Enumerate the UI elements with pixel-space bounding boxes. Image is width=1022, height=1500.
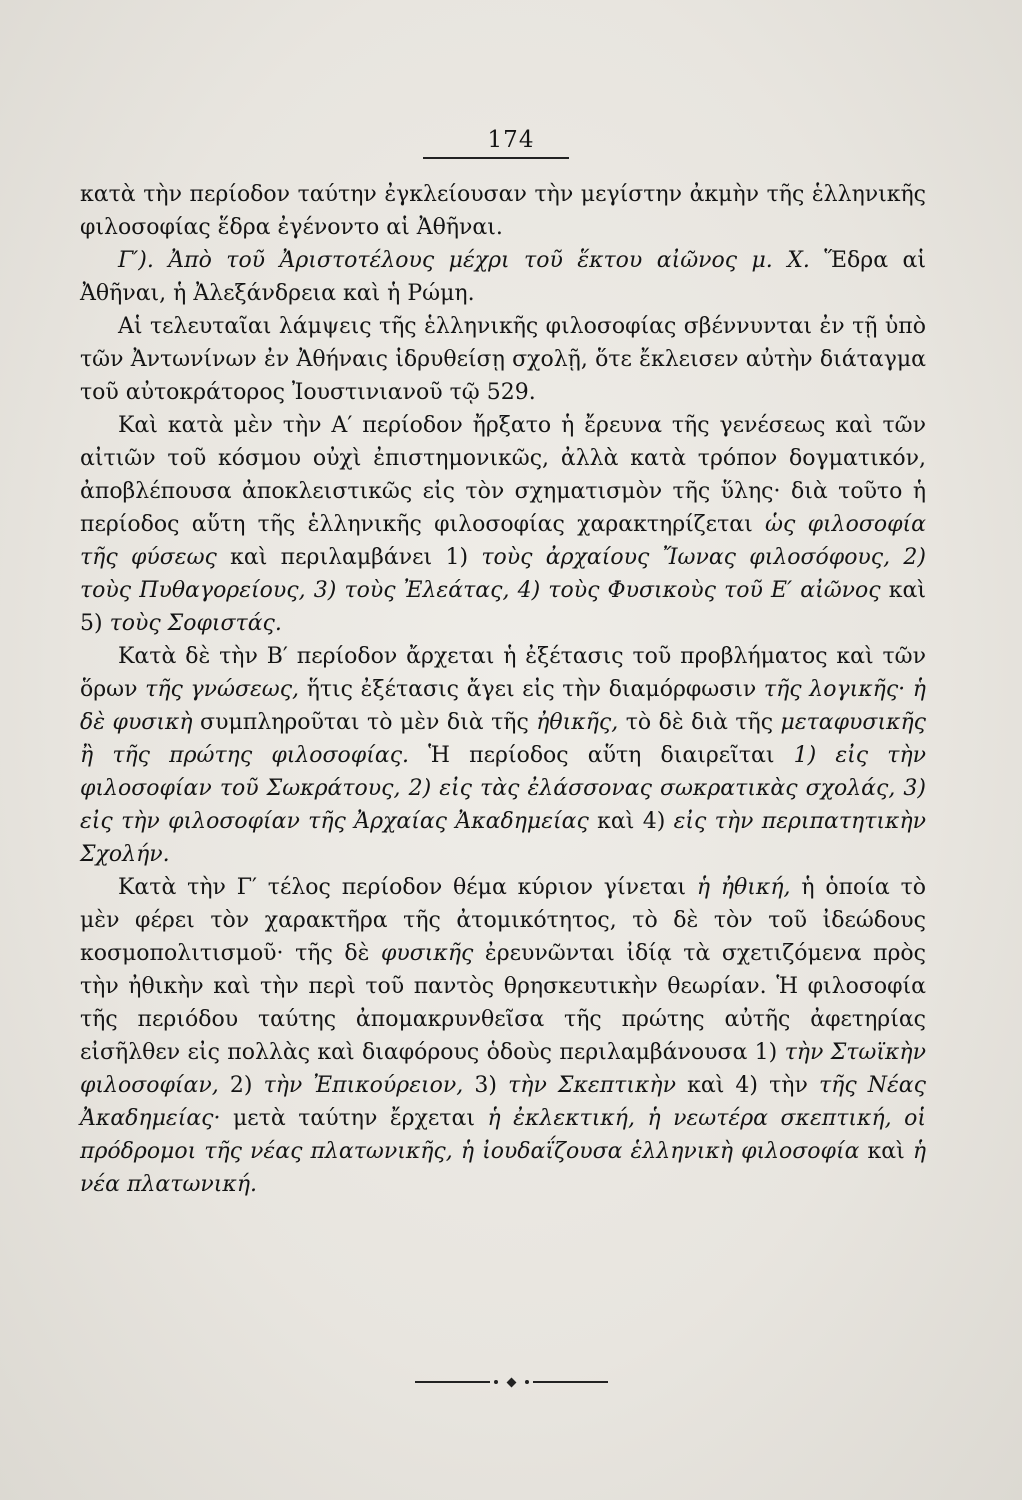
text-run: καὶ 4) τὴν — [675, 1073, 819, 1098]
ornament-diamond — [506, 1377, 516, 1387]
text-run: Καὶ κατὰ μὲν τὴν Α′ περίοδον ἤρξατο ἡ ἔρευνα τῆς γενέσεως καὶ τῶν αἰτιῶν τοῦ κόσμου οὐχὶ ἐπιστημονικῶς, ἀλλὰ κατὰ τρόπον δογματικόν, ἀποβλέπουσα ἀποκλειστικῶς εἰς τὸν σχηματισμὸν τῆς ὕλης· διὰ τοῦτο ἡ περίοδος αὕτη τῆς ἑλληνικῆς φιλοσοφίας χαρακτηρίζεται — [80, 413, 926, 537]
italic-text: τῆς γνώσεως, — [145, 677, 300, 702]
italic-text: ἠθικῆς, — [536, 710, 619, 735]
italic-text: ἡ ἐκλεκτική, ἡ νεωτέρα σκεπτική, οἱ πρόδρομοι τῆς νέας πλατωνικῆς, ἡ ἰουδαΐζουσα ἑλληνικὴ φιλοσοφία — [80, 1106, 926, 1164]
text-run: καὶ — [859, 1139, 913, 1164]
text-run: 3) — [463, 1073, 509, 1098]
text-run: ἡ ὁποία τὸ μὲν φέρει τὸν χαρακτῆρα τῆς ἀτομικότητος, τὸ δὲ τὸν τοῦ ἰδεώδους κοσμοπολιτισμοῦ· τῆς δὲ — [80, 875, 927, 966]
end-ornament — [0, 1372, 1022, 1392]
italic-text: ὡς φιλοσοφία τῆς φύσεως — [80, 512, 926, 570]
page-number-rule — [423, 157, 569, 159]
italic-text: τὴν Στωϊκὴν φιλοσοφίαν, — [80, 1040, 926, 1098]
italic-text: τοὺς Σοφιστάς. — [109, 611, 282, 636]
paragraph — [80, 871, 926, 1201]
text-run: Ἡ περίοδος αὕτη διαιρεῖται — [409, 743, 794, 768]
text-run: Κατὰ δὲ τὴν Β′ περίοδον ἄρχεται ἡ ἐξέτασις τοῦ προβλήματος καὶ τῶν ὅρων — [80, 644, 926, 702]
text-run: τὸ δὲ διὰ τῆς — [618, 710, 781, 735]
ornament-line-left — [415, 1381, 490, 1383]
paragraph — [80, 409, 926, 640]
text-run: μετὰ ταύτην ἔρχεται — [220, 1106, 488, 1131]
ornament-line-right — [533, 1381, 608, 1383]
text-run: καὶ περιλαμβάνει 1) — [216, 545, 482, 570]
italic-text: φυσικῆς — [380, 941, 474, 966]
page-number: 174 — [487, 127, 535, 153]
italic-text: τῆς λογικῆς· ἡ δὲ φυσικὴ — [80, 677, 926, 735]
text-run: Κατὰ τὴν Γ′ τέλος περίοδον θέμα κύριον γίνεται — [118, 875, 697, 900]
italic-text: 1) εἰς τὴν φιλοσοφίαν τοῦ Σωκράτους, 2) εἰς τὰς ἐλάσσονας σωκρατικὰς σχολάς, 3) εἰς τὴν φιλοσοφίαν τῆς Ἀρχαίας Ἀκαδημείας — [80, 743, 927, 834]
ornament-dot — [494, 1380, 498, 1384]
text-run: 2) — [218, 1073, 264, 1098]
paragraph — [80, 244, 926, 310]
italic-text: εἰς τὴν περιπατητικὴν Σχολήν. — [80, 809, 926, 867]
italic-text: τοὺς ἀρχαίους Ἴωνας φιλοσόφους, 2) τοὺς Πυθαγορείους, 3) τοὺς Ἐλεάτας, 4) τοὺς Φυσικοὺς τοῦ Ε′ αἰῶνος — [80, 545, 926, 603]
paragraph — [80, 640, 926, 871]
text-run: Αἱ τελευταῖαι λάμψεις τῆς ἑλληνικῆς φιλοσοφίας σβέννυνται ἐν τῇ ὑπὸ τῶν Ἀντωνίνων ἐν Ἀθήναις ἱδρυθείσῃ σχολῇ, ὅτε ἔκλεισεν αὐτὴν διάταγμα τοῦ αὐτοκράτορος Ἰουστινιανοῦ τῷ 529. — [80, 314, 926, 405]
text-run: ἥτις ἐξέτασις ἄγει εἰς τὴν διαμόρφωσιν — [299, 677, 764, 702]
text-run: καὶ 5) — [80, 578, 926, 636]
italic-text: τὴν Σκεπτικὴν — [508, 1073, 676, 1098]
paragraph — [80, 178, 926, 244]
italic-text: τὴν Ἐπικούρειον, — [263, 1073, 464, 1098]
text-run: Ἕδρα αἱ Ἀθῆναι, ἡ Ἀλεξάνδρεια καὶ ἡ Ρώμη. — [80, 248, 926, 306]
ornament-dot — [525, 1380, 529, 1384]
text-run: ἐρευνῶνται ἰδίᾳ τὰ σχετιζόμενα πρὸς τὴν ἠθικὴν καὶ τὴν περὶ τοῦ παντὸς θρησκευτικὴν θεωρίαν. Ἡ φιλοσοφία τῆς περιόδου ταύτης ἀπομακρυνθεῖσα τῆς πρώτης αὐτῆς ἀφετηρίας εἰσῆλθεν εἰς πολλὰς καὶ διαφόρους ὁδοὺς περιλαμβάνουσα 1) — [80, 941, 926, 1065]
italic-text: ἡ ἠθική, — [696, 875, 791, 900]
paragraph — [80, 310, 926, 409]
italic-text: Γ′). Ἀπὸ τοῦ Ἀριστοτέλους μέχρι τοῦ ἕκτου αἰῶνος μ. Χ. — [118, 248, 810, 273]
italic-text: τῆς Νέας Ἀκαδημείας· — [80, 1073, 926, 1131]
body-text — [80, 178, 926, 1201]
text-run: καὶ 4) — [588, 809, 674, 834]
text-run: κατὰ τὴν περίοδον ταύτην ἐγκλείουσαν τὴν μεγίστην ἀκμὴν τῆς ἑλληνικῆς φιλοσοφίας ἕδρα ἐγένοντο αἱ Ἀθῆναι. — [80, 182, 926, 240]
text-run: συμπληροῦται τὸ μὲν διὰ τῆς — [192, 710, 537, 735]
italic-text: ἡ νέα πλατωνική. — [80, 1139, 926, 1197]
italic-text: μεταφυσικῆς ἢ τῆς πρώτης φιλοσοφίας. — [80, 710, 926, 768]
